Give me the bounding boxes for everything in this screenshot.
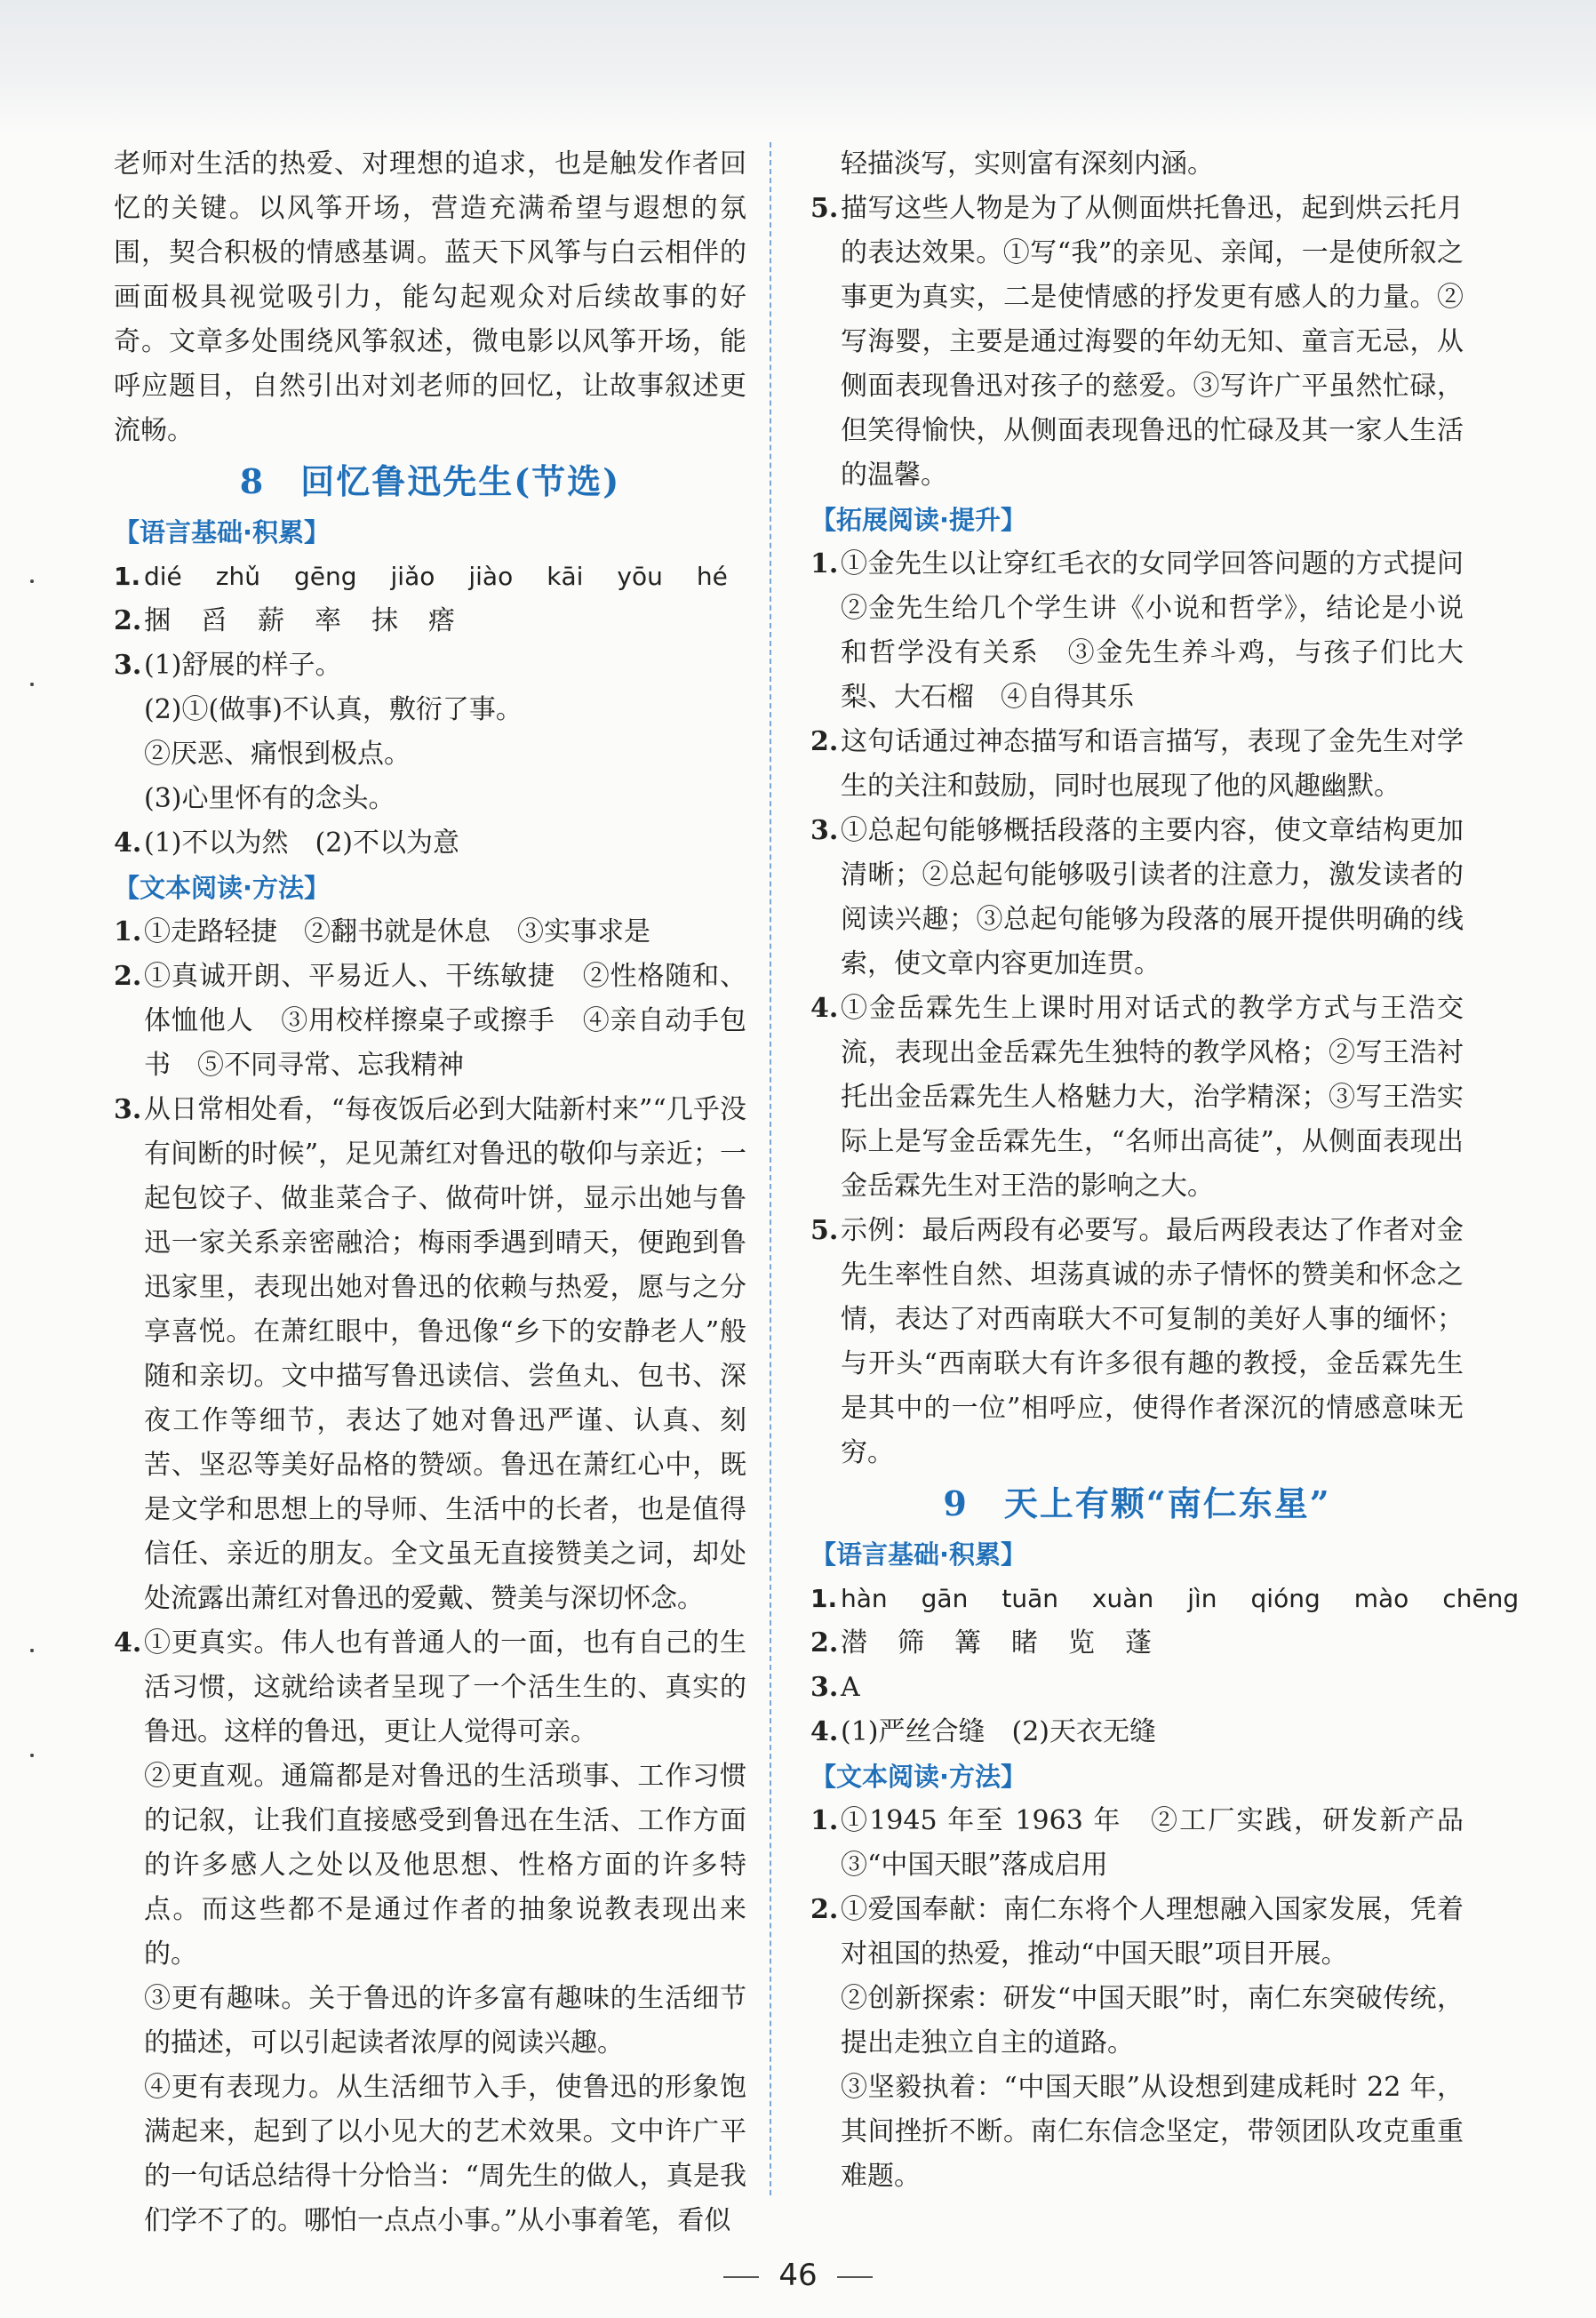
- word: 筛: [898, 1627, 924, 1659]
- answer-text: ①总起句能够概括段落的主要内容，使文章结构更加清晰；②总起句能够吸引读者的注意力，激发读者的阅读兴趣；③总起句能够为段落的展开提供明确的线索，使文章内容更加连贯。: [841, 815, 1464, 979]
- question-number: 4.: [810, 1716, 839, 1747]
- pinyin: hàn: [841, 1584, 888, 1613]
- question-number: 3.: [114, 1094, 142, 1125]
- word: 舀: [201, 605, 227, 636]
- question-item: [810, 187, 1464, 498]
- pinyin: hé: [696, 562, 728, 591]
- answer-line: (1)舒展的样子。: [144, 650, 342, 681]
- answer-text: (1)不以为然 (2)不以为意: [144, 827, 459, 859]
- pinyin: zhǔ: [215, 562, 260, 591]
- question-item: [810, 1710, 1464, 1754]
- question-item: [114, 821, 746, 866]
- answer-text: (1)严丝合缝 (2)天衣无缝: [841, 1716, 1156, 1747]
- question-number: 4.: [810, 993, 839, 1024]
- tag-basics: 【语言基础·积累】: [114, 517, 331, 548]
- pinyin: kāi: [547, 562, 584, 591]
- answer-text: A: [841, 1672, 860, 1703]
- question-item: [810, 1799, 1490, 1888]
- question-item: [114, 1088, 746, 1621]
- answer-text: 这句话通过神态描写和语言描写，表现了金先生对学生的关注和鼓励，同时也展现了他的风趣幽默。: [841, 726, 1464, 802]
- word: 薪: [258, 605, 284, 636]
- word: 览: [1068, 1627, 1095, 1659]
- answer-line: (3)心里怀有的念头。: [144, 783, 395, 814]
- continued-text: 轻描淡写，实则富有深刻内涵。: [841, 148, 1214, 180]
- question-item: [810, 542, 1490, 720]
- question-number: 1.: [810, 548, 839, 580]
- pinyin: gēng: [293, 562, 357, 591]
- answer-line: (2)①(做事)不认真，敷衍了事。: [144, 694, 523, 725]
- pinyin: tuān: [1001, 1584, 1058, 1613]
- question-item: [114, 643, 746, 688]
- question-number: 1.: [810, 1584, 838, 1613]
- tag-extension: 【拓展阅读·提升】: [810, 505, 1027, 535]
- question-item: [810, 1577, 1520, 1621]
- answer-text: ①金先生以让穿红毛衣的女同学回答问题的方式提问 ②金先生给几个学生讲《小说和哲学》，结论是小说和哲学没有关系 ③金先生养斗鸡，与孩子们比大梨、大石榴 ④自得其乐: [841, 548, 1490, 713]
- section-8-title: [114, 453, 746, 510]
- pinyin: mào: [1353, 1584, 1409, 1613]
- word: 蓬: [1125, 1627, 1152, 1659]
- question-number: 1.: [114, 562, 141, 591]
- pinyin: gān: [921, 1584, 969, 1613]
- question-item: [810, 1621, 1464, 1666]
- page-number: 46: [778, 2258, 818, 2293]
- question-item: [810, 1888, 1464, 1977]
- section-number: 8: [239, 461, 266, 501]
- margin-dot: [30, 1754, 34, 1757]
- question-number: 2.: [810, 1894, 839, 1925]
- footer-rule: [837, 2276, 873, 2278]
- question-item: [810, 1209, 1464, 1475]
- header-band: [0, 0, 1596, 133]
- section-title-text: 天上有颗“南仁东星”: [1003, 1483, 1331, 1523]
- answer-text: ①更真实。伟人也有普通人的一面，也有自己的生活习惯，这就给读者呈现了一个活生生的、真实的鲁迅。这样的鲁迅，更让人觉得可亲。: [144, 1627, 746, 1747]
- question-number: 2.: [114, 961, 142, 992]
- pinyin: yōu: [617, 562, 663, 591]
- question-number: 5.: [810, 1215, 839, 1246]
- tag-reading: 【文本阅读·方法】: [114, 873, 331, 903]
- question-item: [810, 987, 1464, 1209]
- question-item: [114, 555, 746, 599]
- word: 捆: [144, 605, 171, 636]
- left-column: [114, 142, 746, 2243]
- word: 率: [315, 605, 341, 636]
- section-title-text: 回忆鲁迅先生(节选): [300, 461, 621, 501]
- word: 篝: [954, 1627, 981, 1659]
- intro-paragraph: 老师对生活的热爱、对理想的追求，也是触发作者回忆的关键。以风筝开场，营造充满希望与遐想的氛围，契合积极的情感基调。蓝天下风筝与白云相伴的画面极具视觉吸引力，能勾起观众对后续故事的好奇。文章多处围绕风筝叙述，微电影以风筝开场，能呼应题目，自然引出对刘老师的回忆，让故事叙述更流畅。: [114, 148, 746, 446]
- tag-basics: 【语言基础·积累】: [810, 1539, 1027, 1570]
- section-9-title: [810, 1475, 1464, 1532]
- pinyin: qióng: [1250, 1584, 1321, 1613]
- question-number: 2.: [810, 726, 839, 757]
- question-number: 2.: [810, 1627, 839, 1659]
- question-number: 3.: [810, 1672, 839, 1703]
- word: 瘩: [428, 605, 455, 636]
- answer-text: ①1945 年至 1963 年 ②工厂实践，研发新产品 ③“中国天眼”落成启用: [841, 1805, 1490, 1881]
- pinyin: jìn: [1187, 1584, 1217, 1613]
- pinyin: xuàn: [1091, 1584, 1154, 1613]
- answer-text: ④更有表现力。从生活细节入手，使鲁迅的形象饱满起来，起到了以小见大的艺术效果。文中许广平的一句话总结得十分恰当：“周先生的做人，真是我们学不了的。哪怕一点点小事。”从小事着笔，看似: [144, 2072, 746, 2236]
- question-item: [810, 809, 1464, 987]
- footer-rule: [723, 2276, 759, 2278]
- page-footer: [0, 2258, 1596, 2293]
- question-number: 4.: [114, 827, 142, 859]
- answer-text: 示例：最后两段有必要写。最后两段表达了作者对金先生率性自然、坦荡真诚的赤子情怀的赞美和怀念之情，表达了对西南联大不可复制的美好人事的缅怀；与开头“西南联大有许多很有趣的教授，金岳霖先生是其中的一位”相呼应，使得作者深沉的情感意味无穷。: [841, 1215, 1464, 1468]
- answer-text: ②更直观。通篇都是对鲁迅的生活琐事、工作习惯的记叙，让我们直接感受到鲁迅在生活、工作方面的许多感人之处以及他思想、性格方面的许多特点。而这些都不是通过作者的抽象说教表现出来的。: [144, 1761, 746, 1970]
- question-number: 2.: [114, 605, 142, 636]
- question-number: 1.: [810, 1805, 839, 1836]
- answer-text: ①金岳霖先生上课时用对话式的教学方式与王浩交流，表现出金岳霖先生独特的教学风格；②写王浩衬托出金岳霖先生人格魅力大，治学精深；③写王浩实际上是写金岳霖先生，“名师出高徒”，从侧面表现出金岳霖先生对王浩的影响之大。: [841, 993, 1464, 1202]
- word: 抹: [371, 605, 398, 636]
- question-item: [810, 1666, 1464, 1710]
- margin-dot: [30, 580, 34, 583]
- column-divider: [770, 142, 771, 2195]
- word: 睹: [1011, 1627, 1038, 1659]
- question-item: [810, 720, 1464, 809]
- margin-dot: [30, 683, 34, 686]
- question-number: 1.: [114, 916, 142, 947]
- answer-text: 从日常相处看，“每夜饭后必到大陆新村来”“几乎没有间断的时候”，足见萧红对鲁迅的敬仰与亲近；一起包饺子、做韭菜合子、做荷叶饼，显示出她与鲁迅一家关系亲密融洽；梅雨季遇到晴天，便跑到鲁迅家里，表现出她对鲁迅的依赖与热爱，愿与之分享喜悦。在萧红眼中，鲁迅像“乡下的安静老人”般随和亲切。文中描写鲁迅读信、尝鱼丸、包书、深夜工作等细节，表达了她对鲁迅严谨、认真、刻苦、坚忍等美好品格的赞颂。鲁迅在萧红心中，既是文学和思想上的导师、生活中的长者，也是值得信任、亲近的朋友。全文虽无直接赞美之词，却处处流露出萧红对鲁迅的爱戴、赞美与深切怀念。: [144, 1094, 746, 1614]
- pinyin: jiào: [468, 562, 514, 591]
- answer-line: ②厌恶、痛恨到极点。: [144, 739, 411, 770]
- question-item: [114, 955, 746, 1088]
- answer-text: ③坚毅执着：“中国天眼”从设想到建成耗时 22 年，其间挫折不断。南仁东信念坚定，带领团队攻克重重难题。: [841, 2072, 1464, 2192]
- question-item: [114, 910, 746, 955]
- right-column: [810, 142, 1520, 2199]
- question-number: 4.: [114, 1627, 142, 1659]
- question-number: 5.: [810, 193, 839, 224]
- pinyin: dié: [144, 562, 182, 591]
- answer-text: ③更有趣味。关于鲁迅的许多富有趣味的生活细节的描述，可以引起读者浓厚的阅读兴趣。: [144, 1983, 746, 2058]
- question-number: 3.: [114, 650, 142, 681]
- pinyin: jiǎo: [390, 562, 435, 591]
- margin-dot: [30, 1649, 34, 1652]
- question-number: 3.: [810, 815, 839, 846]
- tag-reading: 【文本阅读·方法】: [810, 1762, 1027, 1792]
- question-item: [114, 1621, 746, 1754]
- answer-text: ①爱国奉献：南仁东将个人理想融入国家发展，凭着对祖国的热爱，推动“中国天眼”项目开展。: [841, 1894, 1464, 1970]
- answer-text: 描写这些人物是为了从侧面烘托鲁迅，起到烘云托月的表达效果。①写“我”的亲见、亲闻，一是使所叙之事更为真实，二是使情感的抒发更有感人的力量。②写海婴，主要是通过海婴的年幼无知、童言无忌，从侧面表现鲁迅对孩子的慈爱。③写许广平虽然忙碌，但笑得愉快，从侧面表现鲁迅的忙碌及其一家人生活的温馨。: [841, 193, 1464, 491]
- section-number: 9: [943, 1483, 969, 1523]
- answer-text: ①走路轻捷 ②翻书就是休息 ③实事求是: [144, 916, 650, 947]
- question-item: [114, 599, 746, 643]
- answer-text: ②创新探索：研发“中国天眼”时，南仁东突破传统，提出走独立自主的道路。: [841, 1983, 1464, 2058]
- word: 潜: [841, 1627, 867, 1659]
- pinyin: chēng: [1442, 1584, 1520, 1613]
- answer-text: ①真诚开朗、平易近人、干练敏捷 ②性格随和、体恤他人 ③用校样擦桌子或擦手 ④亲自动手包书 ⑤不同寻常、忘我精神: [144, 961, 746, 1081]
